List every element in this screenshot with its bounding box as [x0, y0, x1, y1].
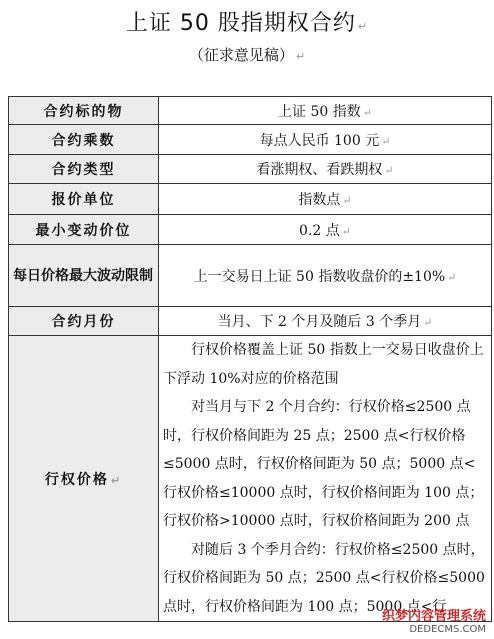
- row-value: [159, 125, 492, 155]
- document-title-text: 上证 50 股指期权合约: [125, 11, 356, 36]
- table-row: [9, 215, 492, 245]
- table-row: [9, 97, 492, 125]
- row-label: 合约乘数: [9, 125, 159, 155]
- row-value: [159, 307, 492, 336]
- table-row: [9, 125, 492, 155]
- paragraph-mark-icon: ↵: [384, 164, 394, 177]
- row-value: [159, 215, 492, 245]
- document-title: [0, 6, 494, 37]
- row-label: 合约标的物: [9, 97, 159, 125]
- row-label: 最小变动价位: [9, 215, 159, 245]
- row-value: [159, 184, 492, 215]
- paragraph-mark-icon: ↵: [341, 224, 351, 238]
- row-value: [159, 97, 492, 125]
- table-row: [9, 155, 492, 184]
- document-subtitle: [0, 44, 494, 65]
- strike-label: [9, 336, 159, 622]
- table-row: [9, 245, 492, 307]
- watermark-title: 织梦内容管理系统: [381, 609, 486, 624]
- strike-paragraph: 行权价格覆盖上证 50 指数上一交易日收盘价上下浮动 10%对应的价格范围: [163, 342, 484, 387]
- row-value-text: 每点人民币 100 元: [259, 132, 380, 149]
- row-value: [159, 245, 492, 307]
- table-row: [9, 184, 492, 215]
- document-subtitle-text: （征求意见稿）: [188, 46, 294, 64]
- row-value-text: 0.2 点: [299, 222, 340, 239]
- paragraph-mark-icon: ↵: [381, 134, 391, 148]
- row-value-text: 指数点: [298, 192, 341, 208]
- site-watermark: [382, 605, 486, 635]
- row-value-text: 上一交易日上证 50 指数收盘价的±10%: [193, 268, 446, 285]
- row-label: 合约月份: [9, 307, 159, 336]
- row-label: 每日价格最大波动限制: [9, 245, 159, 307]
- paragraph-mark-icon: ↵: [362, 105, 372, 119]
- paragraph-mark-icon: ↵: [357, 20, 369, 33]
- table-row: [9, 336, 492, 622]
- paragraph-mark-icon: ↵: [110, 473, 123, 487]
- row-value-text: 上证 50 指数: [278, 103, 361, 120]
- row-value-text: 当月、下 2 个月及随后 3 个季月: [217, 314, 422, 330]
- row-value-text: 看涨期权、看跌期权: [256, 162, 383, 178]
- strike-paragraph: 对当月与下 2 个月合约：行权价格≤2500 点时，行权价格间距为 25 点；2500 点<行权价格≤5000 点时，行权价格间距为 50 点；5000 点<行权价格≤10000 点时，行权价格间距为 100 点；行权价格>10000 点时，行权价格间距为 200 点: [163, 399, 484, 529]
- paragraph-mark-icon: ↵: [447, 270, 457, 284]
- strike-label-text: 行权价格: [44, 471, 109, 488]
- table-row: [9, 307, 492, 336]
- contract-spec-table: [8, 96, 492, 622]
- paragraph-mark-icon: ↵: [342, 194, 352, 207]
- row-label: 合约类型: [9, 155, 159, 184]
- row-label: 报价单位: [9, 184, 159, 215]
- paragraph-mark-icon: ↵: [295, 50, 306, 63]
- row-value: [159, 155, 492, 184]
- strike-description: [159, 336, 492, 622]
- watermark-url: DEDECMS.COM: [409, 624, 486, 635]
- strike-paragraph: 对随后 3 个季月合约：行权价格≤2500 点时，行权价格间距为 50 点；2500 点<行权价格≤5000 点时，行权价格间距为 100 点；5000 点<行: [163, 541, 485, 615]
- paragraph-mark-icon: ↵: [423, 316, 433, 329]
